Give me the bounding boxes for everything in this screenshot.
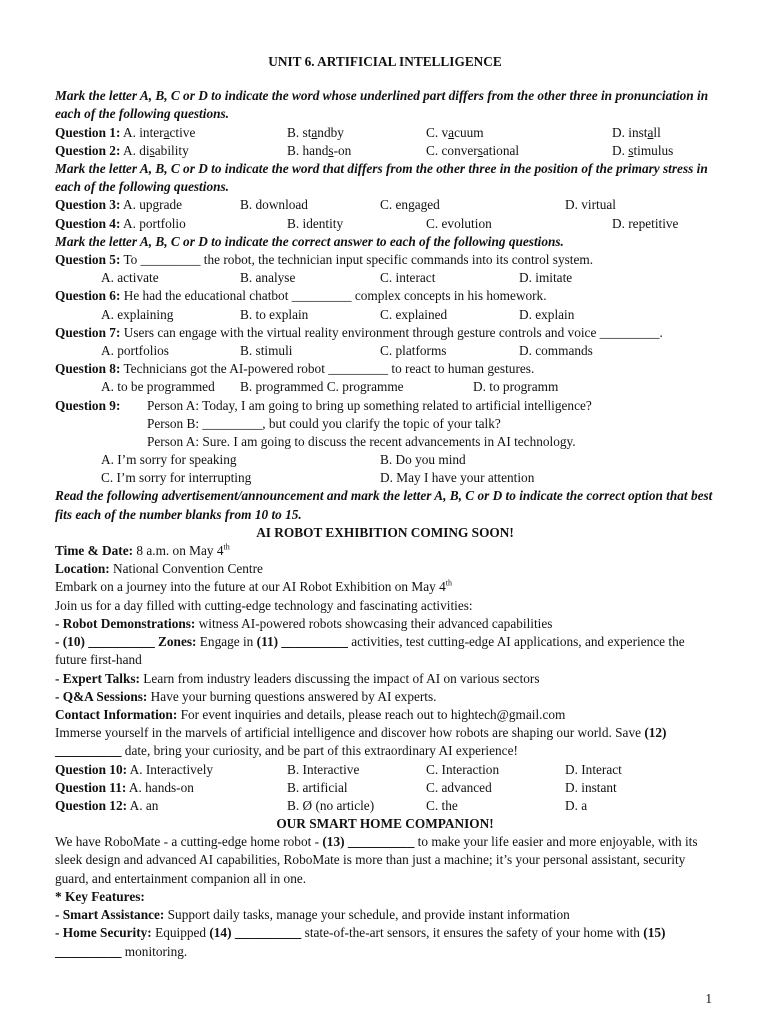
home-intro: We have RoboMate - a cutting-edge home robot - (13) __________ to make your life easier and more enjoyable, with its sleek design and advanced AI capabilities, RoboMate is more than just a machine; it’s your personal assistant, security guard, and entertainment companion all in one. xyxy=(55,834,698,886)
page-number: 1 xyxy=(705,991,712,1006)
question-9-options-ab: A. I’m sorry for speaking B. Do you mind xyxy=(101,452,466,468)
home-heading: OUR SMART HOME COMPANION! xyxy=(276,816,494,832)
home-security: - Home Security: Equipped (14) __________ state-of-the-art sensors, it ensures the safety of your home with (15) __________ monitoring. xyxy=(55,925,666,959)
page-title: UNIT 6. ARTIFICIAL INTELLIGENCE xyxy=(268,54,502,69)
question-8: Question 8: Technicians got the AI-powered robot _________ to react to human gestures. xyxy=(55,361,535,377)
ad-robot-demos: - Robot Demonstrations: witness AI-powered robots showcasing their advanced capabilities xyxy=(55,615,553,631)
question-5-options: A. activate B. analyse C. interact D. imitate xyxy=(101,270,573,286)
instruction-stress: Mark the letter A, B, C or D to indicate the word that differs from the other three in the position of the primary stress in each of the following questions. xyxy=(55,160,708,195)
ad-time: Time & Date: 8 a.m. on May 4th xyxy=(55,542,230,559)
question-10: Question 10: A. Interactively B. Interactive C. Interaction D. Interact xyxy=(55,761,622,777)
home-smart-assistance: - Smart Assistance: Support daily tasks, manage your schedule, and provide instant information xyxy=(55,907,570,923)
question-9-line-2: Person B: _________, but could you clarify the topic of your talk? xyxy=(147,415,501,431)
question-9: Question 9: Person A: Today, I am going to bring up something related to artificial intelligence? xyxy=(55,397,592,413)
ad-location: Location: National Convention Centre xyxy=(55,561,263,577)
instruction-advertisement: Read the following advertisement/announcement and mark the letter A, B, C or D to indicate the correct option that best fits each of the number blanks from 10 to 15. xyxy=(55,488,713,522)
question-2: Question 2: A. disability B. hands-on C. conversational D. stimulus xyxy=(55,142,674,158)
question-7-options: A. portfolios B. stimuli C. platforms D. commands xyxy=(101,342,593,358)
ad-heading: AI ROBOT EXHIBITION COMING SOON! xyxy=(256,524,514,540)
question-5: Question 5: To _________ the robot, the technician input specific commands into its control system. xyxy=(55,251,594,267)
ad-zones: - (10) __________ Zones: Engage in (11) __________ activities, test cutting-edge AI applications, and experience the future first-hand xyxy=(55,634,685,668)
question-3: Question 3: A. upgrade B. download C. engaged D. virtual xyxy=(55,197,616,213)
question-8-options: A. to be programmed B. programmed C. programme D. to programm xyxy=(101,379,559,395)
question-1: Question 1: A. interactive B. standby C. vacuum D. install xyxy=(55,124,661,140)
question-9-line-3: Person A: Sure. I am going to discuss the recent advancements in AI technology. xyxy=(147,433,576,449)
question-7: Question 7: Users can engage with the virtual reality environment through gesture controls and voice _________. xyxy=(55,324,663,340)
question-11: Question 11: A. hands-on B. artificial C. advanced D. instant xyxy=(55,779,617,795)
question-9-options-cd: C. I’m sorry for interrupting D. May I have your attention xyxy=(101,470,535,486)
instruction-correct-answer: Mark the letter A, B, C or D to indicate the correct answer to each of the following questions. xyxy=(55,233,564,249)
question-6-options: A. explaining B. to explain C. explained D. explain xyxy=(101,306,575,322)
ad-expert-talks: - Expert Talks: Learn from industry leaders discussing the impact of AI on various sectors xyxy=(55,670,540,686)
question-6: Question 6: He had the educational chatbot _________ complex concepts in his homework. xyxy=(55,288,547,304)
ad-qa-sessions: - Q&A Sessions: Have your burning questions answered by AI experts. xyxy=(55,688,437,704)
instruction-pronunciation: Mark the letter A, B, C or D to indicate the word whose underlined part differs from the other three in pronunciation in each of the following questions. xyxy=(55,88,709,122)
ad-embark: Embark on a journey into the future at our AI Robot Exhibition on May 4th xyxy=(55,579,452,595)
document-page xyxy=(55,53,715,961)
question-12: Question 12: A. an B. Ø (no article) C. the D. a xyxy=(55,797,588,813)
question-4: Question 4: A. portfolio B. identity C. evolution D. repetitive xyxy=(55,215,679,231)
ad-contact: Contact Information: For event inquiries and details, please reach out to hightech@gmail.com xyxy=(55,706,566,722)
ad-join: Join us for a day filled with cutting-edge technology and fascinating activities: xyxy=(55,597,473,613)
home-key-features: * Key Features: xyxy=(55,888,145,904)
question-label: Question 1: xyxy=(55,124,121,140)
question-label: Question 2: xyxy=(55,142,121,158)
ad-immerse: Immerse yourself in the marvels of artificial intelligence and discover how robots are shaping our world. Save (12) __________ date, bring your curiosity, and be part of this extraordinary AI experience! xyxy=(55,725,667,759)
